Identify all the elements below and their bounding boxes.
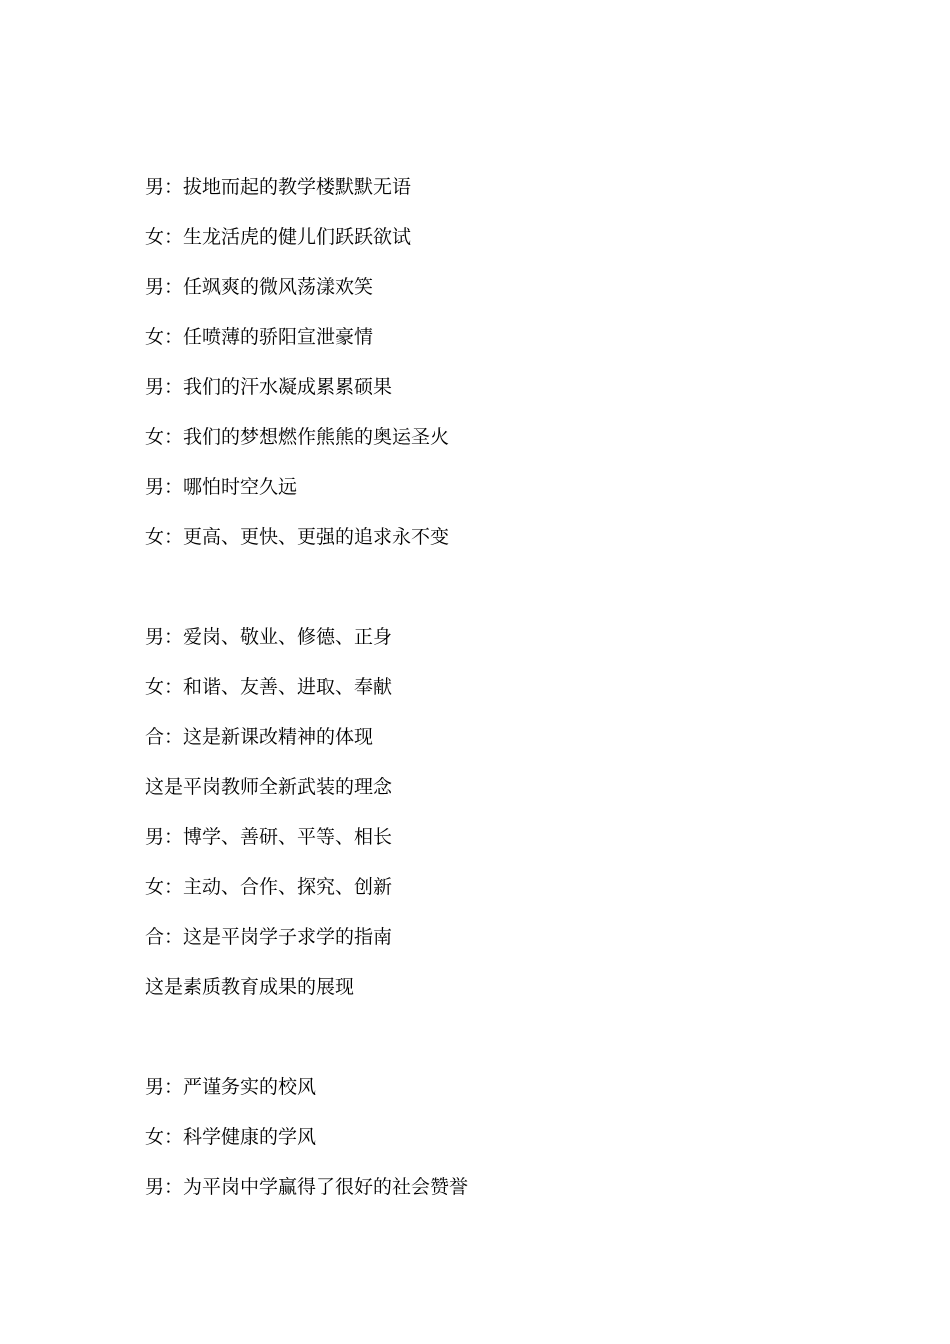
text-line: 女：主动、合作、探究、创新 [145,876,393,898]
text-line: 男：为平岗中学赢得了很好的社会赞誉 [145,1176,469,1198]
text-line: 合：这是平岗学子求学的指南 [145,926,393,948]
stanza-2 [145,625,845,999]
text-line: 女：我们的梦想燃作熊熊的奥运圣火 [145,426,450,448]
text-line: 男：哪怕时空久远 [145,476,298,498]
document-body [145,175,845,1225]
stanza-spacer [145,575,845,625]
stanza-1 [145,175,845,549]
text-line: 合：这是新课改精神的体现 [145,726,374,748]
text-line: 女：任喷薄的骄阳宣泄豪情 [145,326,374,348]
stanza-3 [145,1075,845,1199]
text-line: 女：科学健康的学风 [145,1126,317,1148]
stanza-spacer [145,1025,845,1075]
text-line: 男：严谨务实的校风 [145,1076,317,1098]
text-line: 男：爱岗、敬业、修德、正身 [145,626,393,648]
text-line: 女：更高、更快、更强的追求永不变 [145,526,450,548]
text-line: 女：和谐、友善、进取、奉献 [145,676,393,698]
text-line: 男：拔地而起的教学楼默默无语 [145,176,412,198]
text-line: 女：生龙活虎的健儿们跃跃欲试 [145,226,412,248]
text-line: 男：我们的汗水凝成累累硕果 [145,376,393,398]
text-line: 男：任飒爽的微风荡漾欢笑 [145,276,374,298]
text-line: 男：博学、善研、平等、相长 [145,826,393,848]
text-line: 这是平岗教师全新武装的理念 [145,776,393,798]
text-line: 这是素质教育成果的展现 [145,976,355,998]
